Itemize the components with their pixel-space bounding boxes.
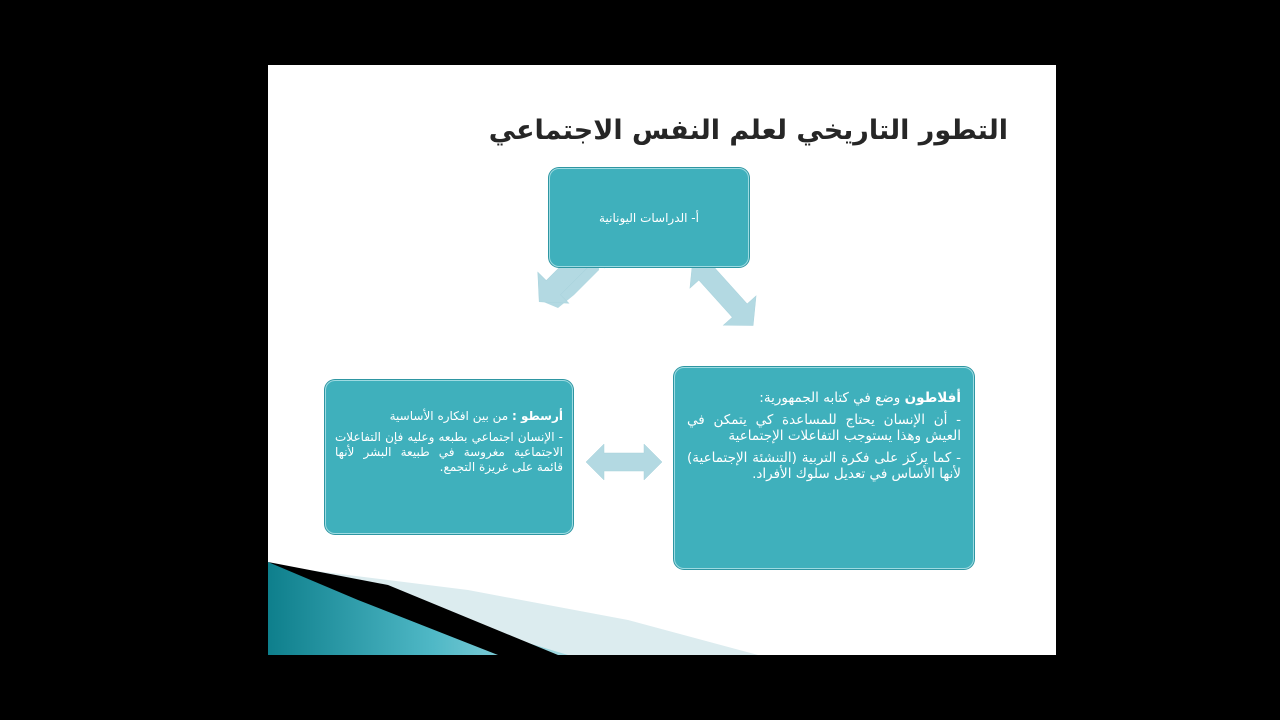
plato-intro: وضع في كتابه الجمهورية:	[759, 390, 905, 406]
slide-title: التطور التاريخي لعلم النفس الاجتماعي	[488, 115, 1008, 146]
aristotle-heading	[335, 409, 563, 424]
plato-heading	[687, 390, 961, 406]
aristotle-intro: من بين افكاره الأساسية	[389, 409, 512, 423]
plato-name: أفلاطون	[904, 390, 961, 406]
box-greek-studies-label: أ- الدراسات اليونانية	[599, 210, 699, 225]
plato-point-2: - كما يركز على فكرة التربية (التنشئة الإجتماعية) لأنها الأساس في تعديل سلوك الأفراد.	[687, 450, 961, 482]
box-plato	[674, 367, 974, 569]
aristotle-point-1: - الإنسان اجتماعي بطبعه وعليه فإن التفاعلات الاجتماعية مغروسة في طبيعة البشر لأنها قائمة على غريزة التجمع.	[335, 430, 563, 474]
box-aristotle	[325, 380, 573, 534]
aristotle-name: أرسطو :	[511, 409, 563, 423]
box-greek-studies	[549, 168, 749, 267]
slide	[268, 65, 1056, 655]
plato-point-1: - أن الإنسان يحتاج للمساعدة كي يتمكن في العيش وهذا يستوجب التفاعلات الإجتماعية	[687, 412, 961, 444]
double-arrow-horizontal-icon	[586, 444, 662, 480]
